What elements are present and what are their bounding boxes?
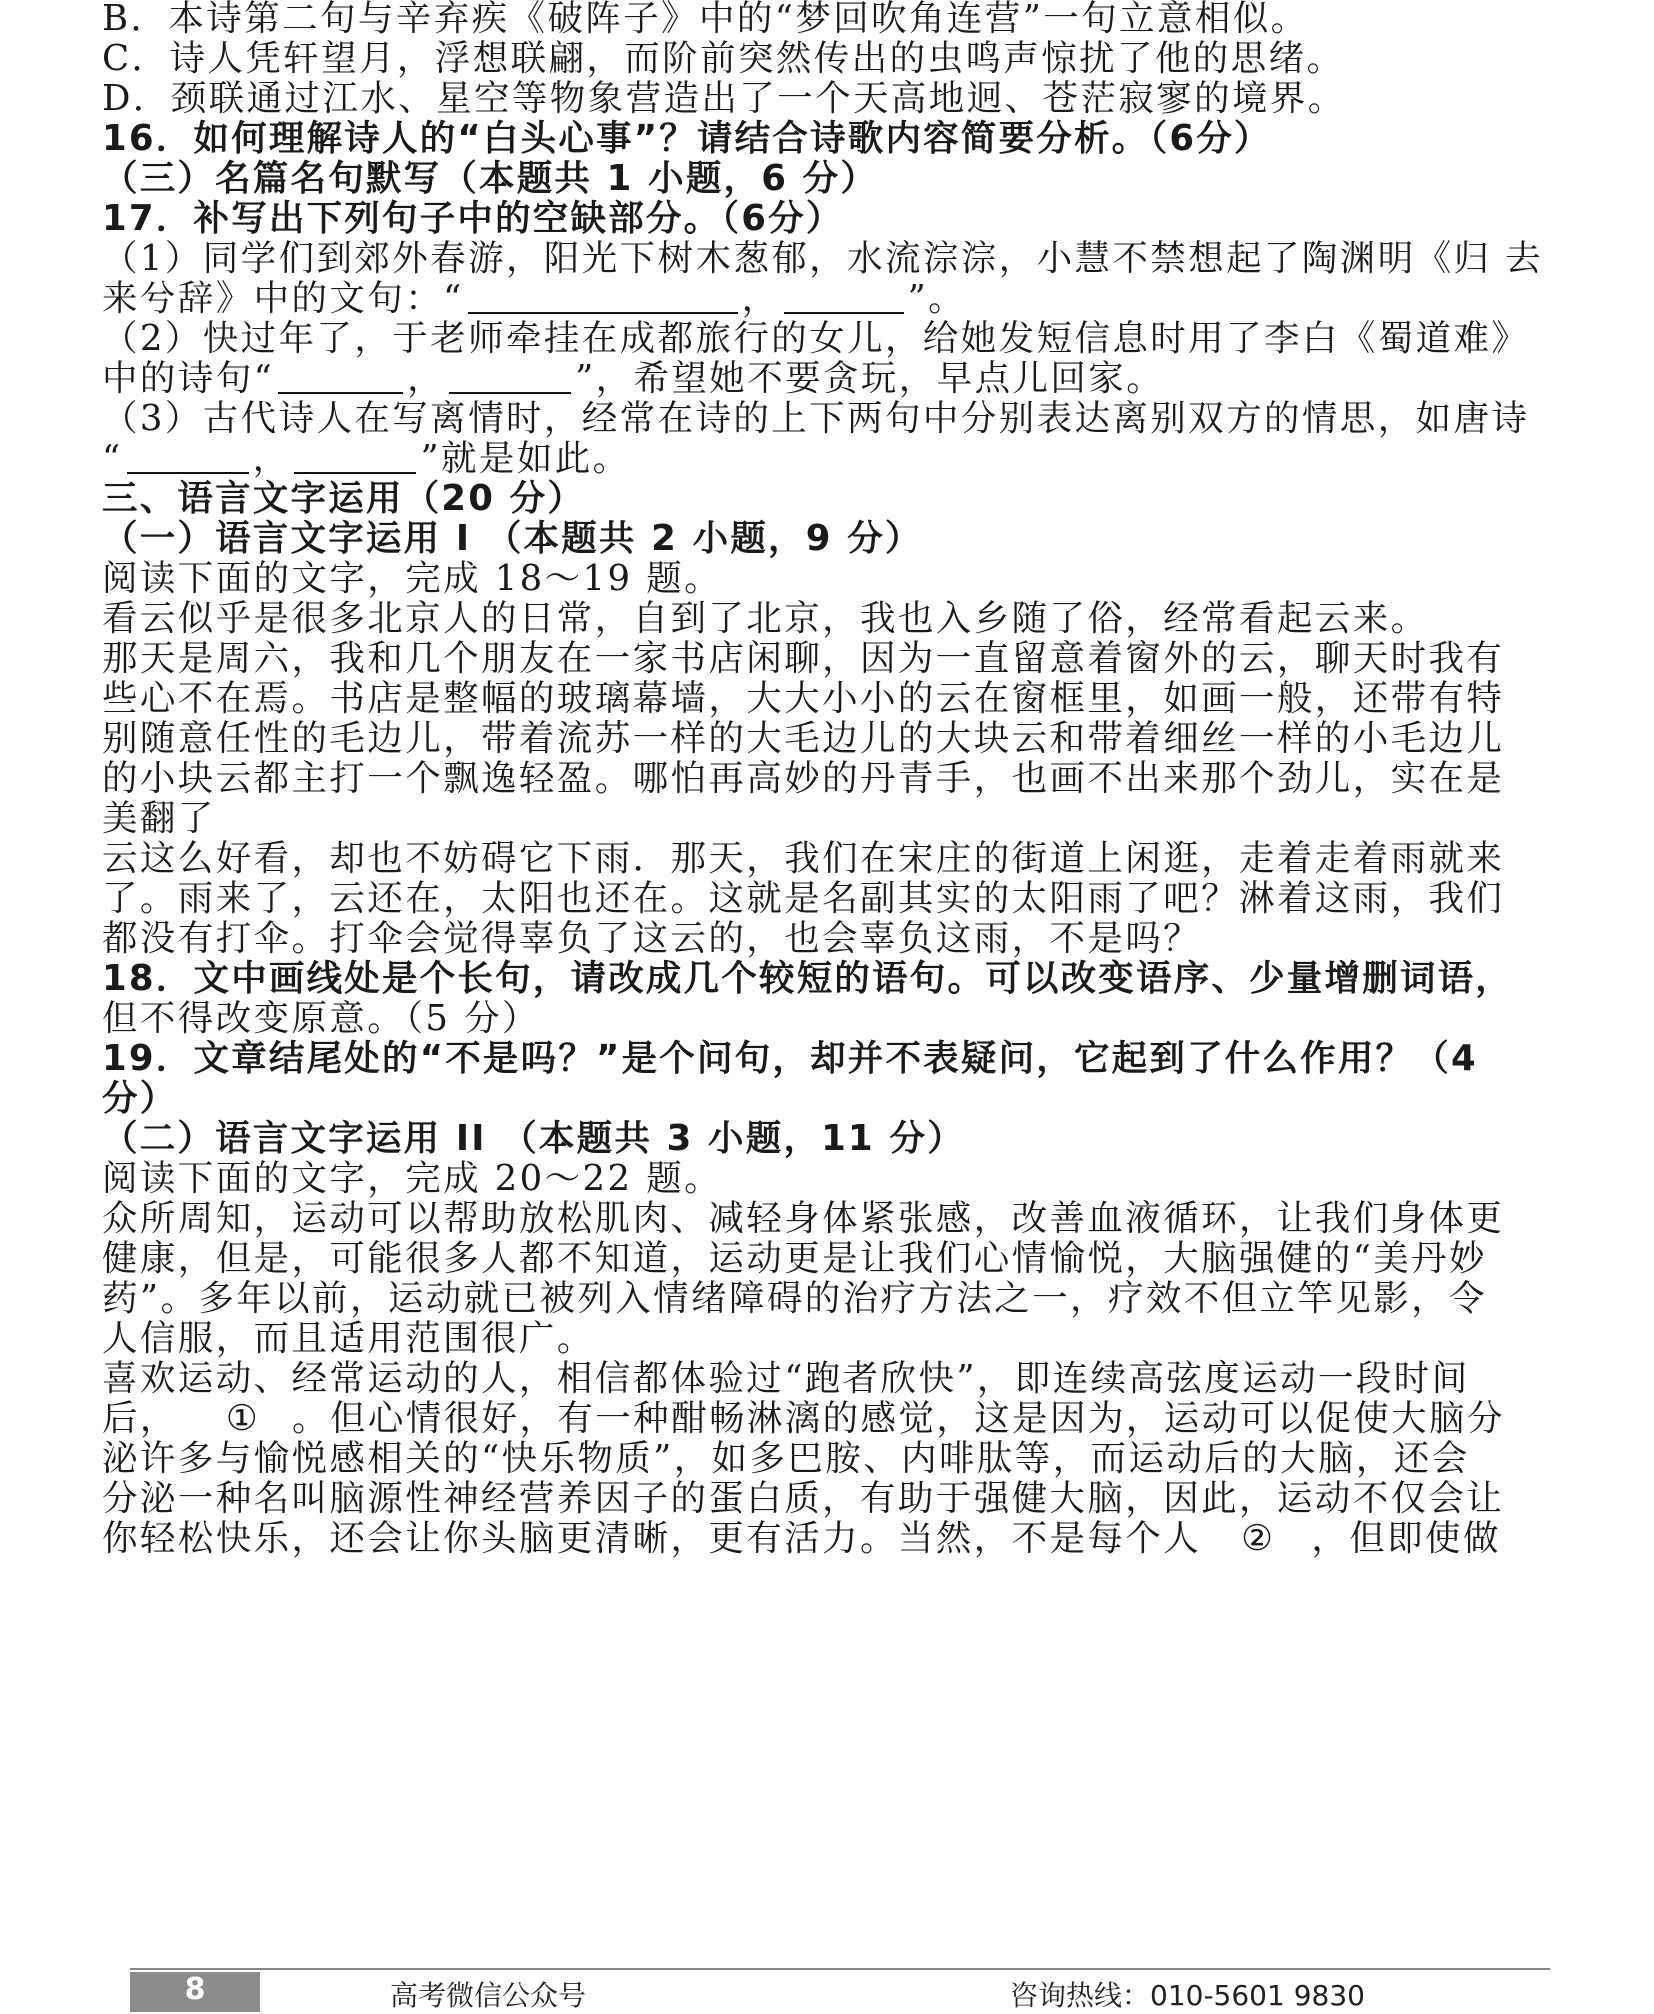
q17-item-2: （2）快过年了，于老师牵挂在成都旅行的女儿，给她发短信息时用了李白《蜀道难》 bbox=[102, 318, 1530, 359]
instruction-18-19: 阅读下面的文字，完成 18～19 题。 bbox=[102, 558, 723, 599]
instruction-20-22: 阅读下面的文字，完成 20～22 题。 bbox=[102, 1158, 723, 1199]
blank-marker-1: ① bbox=[225, 1398, 261, 1439]
passage-line: 那天是周六，我和几个朋友在一家书店闲聊，因为一直留意着窗外的云，聊天时我有 bbox=[102, 638, 1505, 679]
text-fragment: ，但即使做 bbox=[1311, 1518, 1501, 1559]
text-fragment: 中的诗句“ bbox=[102, 358, 275, 399]
answer-blank[interactable] bbox=[468, 276, 738, 314]
section-heading-language-1: （一）语言文字运用 I （本题共 2 小题，9 分） bbox=[102, 518, 923, 559]
text-fragment: ， bbox=[407, 358, 446, 399]
passage-line: 泌许多与愉悦感相关的“快乐物质”，如多巴胺、内啡肽等，而运动后的大脑，还会 bbox=[102, 1438, 1470, 1479]
text-fragment: ， bbox=[252, 438, 291, 479]
page-number: 8 bbox=[130, 1972, 260, 2012]
answer-blank[interactable] bbox=[278, 356, 403, 394]
passage-line: 些心不在焉。书店是整幅的玻璃幕墙，大大小小的云在窗框里，如画一般，还带有特 bbox=[102, 678, 1505, 719]
part-three-heading: 三、语言文字运用（20 分） bbox=[102, 478, 586, 519]
answer-blank[interactable] bbox=[294, 436, 416, 474]
footer-right-text: 咨询热线：010-5601 9830 bbox=[1010, 1979, 1365, 2012]
text-fragment: 后， bbox=[102, 1398, 178, 1439]
text-fragment: ”就是如此。 bbox=[420, 438, 631, 479]
passage-line-blank-2 bbox=[102, 1514, 1562, 1564]
passage-line: 健康，但是，可能很多人都不知道，运动更是让我们心情愉悦，大脑强健的“美丹妙 bbox=[102, 1238, 1487, 1279]
answer-blank[interactable] bbox=[449, 356, 571, 394]
question-17: 17．补写出下列句子中的空缺部分。（6分） bbox=[102, 198, 844, 239]
text-fragment: 。但心情很好，有一种酣畅淋漓的感觉，这是因为，运动可以促使大脑分 bbox=[292, 1398, 1505, 1439]
passage-line: 药”。多年以前，运动就已被列入情绪障碍的治疗方法之一，疗效不但立竿见影，令 bbox=[102, 1278, 1487, 1319]
question-16: 16．如何理解诗人的“白头心事”？请结合诗歌内容简要分析。（6分） bbox=[102, 118, 1272, 159]
question-18-cont: 但不得改变原意。（5 分） bbox=[102, 998, 540, 1039]
passage-line: 都没有打伞。打伞会觉得辜负了这云的，也会辜负这雨，不是吗？ bbox=[102, 918, 1202, 959]
section-heading-language-2: （二）语言文字运用 II （本题共 3 小题，11 分） bbox=[102, 1118, 965, 1159]
blank-marker-2: ② bbox=[1241, 1518, 1276, 1559]
text-fragment: 来兮辞》中的文句：“ bbox=[102, 278, 464, 319]
passage-line: 美翻了 bbox=[102, 798, 216, 839]
option-d: D．颈联通过江水、星空等物象营造出了一个天高地迥、苍茫寂寥的境界。 bbox=[102, 78, 1346, 119]
footer-left-text: 高考微信公众号 bbox=[390, 1979, 587, 2012]
option-b: B．本诗第二句与辛弃疾《破阵子》中的“梦回吹角连营”一句立意相似。 bbox=[102, 0, 1309, 39]
answer-blank[interactable] bbox=[127, 436, 249, 474]
question-19: 19．文章结尾处的“不是吗？”是个问句，却并不表疑问，它起到了什么作用？（4 bbox=[102, 1038, 1478, 1079]
passage-line: 人信服，而且适用范围很广。 bbox=[102, 1318, 595, 1359]
question-18: 18．文中画线处是个长句，请改成几个较短的语句。可以改变语序、少量增删词语， bbox=[102, 958, 1514, 999]
passage-line: 别随意任性的毛边儿，带着流苏一样的大毛边儿的大块云和带着细丝一样的小毛边儿 bbox=[102, 718, 1505, 759]
passage-line: 众所周知，运动可以帮助放松肌肉、减轻身体紧张感，改善血液循环，让我们身体更 bbox=[102, 1198, 1505, 1239]
text-fragment: “ bbox=[102, 438, 123, 479]
passage-line: 分泌一种名叫脑源性神经营养因子的蛋白质，有助于强健大脑，因此，运动不仅会让 bbox=[102, 1478, 1505, 1519]
text-fragment: ”。 bbox=[907, 278, 967, 319]
question-19-cont: 分） bbox=[102, 1078, 178, 1119]
q17-item-3: （3）古代诗人在写离情时，经常在诗的上下两句中分别表达离别双方的情思，如唐诗 bbox=[102, 398, 1530, 439]
text-fragment: 你轻松快乐，还会让你头脑更清晰，更有活力。当然，不是每个人 bbox=[102, 1518, 1202, 1559]
passage-line: 喜欢运动、经常运动的人，相信都体验过“跑者欣快”，即连续高弦度运动一段时间 bbox=[102, 1358, 1470, 1399]
answer-blank[interactable] bbox=[784, 276, 904, 314]
text-fragment: ， bbox=[741, 278, 780, 319]
passage-line: 云这么好看，却也不妨碍它下雨．那天，我们在宋庄的街道上闲逛，走着走着雨就来 bbox=[102, 838, 1505, 879]
page-footer bbox=[130, 1968, 1550, 2012]
q17-item-1: （1）同学们到郊外春游，阳光下树木葱郁，水流淙淙，小慧不禁想起了陶渊明《归 去 bbox=[102, 238, 1543, 279]
passage-line: 看云似乎是很多北京人的日常，自到了北京，我也入乡随了俗，经常看起云来。 bbox=[102, 598, 1429, 639]
text-fragment: ”，希望她不要贪玩，早点儿回家。 bbox=[575, 358, 1165, 399]
passage-line: 的小块云都主打一个飘逸轻盈。哪怕再高妙的丹青手，也画不出来那个劲儿，实在是 bbox=[102, 758, 1505, 799]
passage-line: 了。雨来了，云还在，太阳也还在。这就是名副其实的太阳雨了吧？淋着这雨，我们 bbox=[102, 878, 1505, 919]
option-c: C．诗人凭轩望月，浮想联翩，而阶前突然传出的虫鸣声惊扰了他的思绪。 bbox=[102, 38, 1345, 79]
section-heading-recitation: （三）名篇名句默写（本题共 1 小题，6 分） bbox=[102, 158, 879, 199]
